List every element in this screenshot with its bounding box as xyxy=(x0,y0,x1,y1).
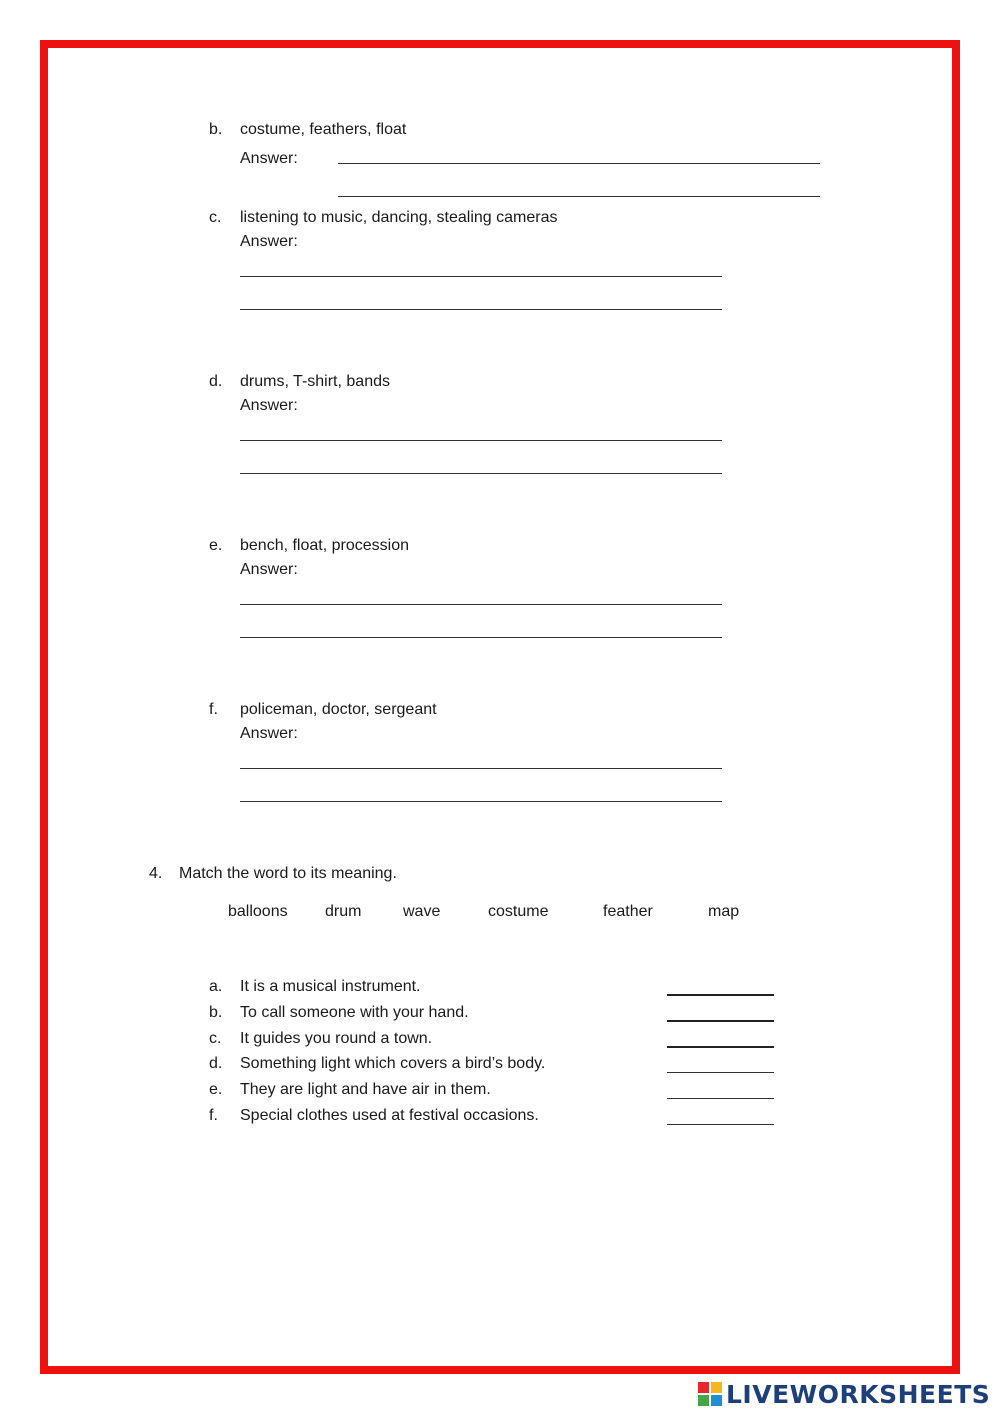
definition-f-answer-line[interactable] xyxy=(667,1124,774,1125)
definition-c-answer-line[interactable] xyxy=(667,1046,774,1048)
logo-tile xyxy=(711,1382,722,1393)
item-f-answer-label: Answer: xyxy=(240,725,298,742)
item-e-answer-line-2[interactable] xyxy=(240,637,722,638)
word-bank-item: costume xyxy=(488,903,549,920)
item-b-words: costume, feathers, float xyxy=(240,121,407,138)
definition-f-letter: f. xyxy=(209,1107,218,1124)
definition-b-answer-line[interactable] xyxy=(667,1020,774,1022)
item-e-answer-line-1[interactable] xyxy=(240,604,722,605)
item-d-answer-line-2[interactable] xyxy=(240,473,722,474)
definition-d-letter: d. xyxy=(209,1055,223,1072)
definition-e-text: They are light and have air in them. xyxy=(240,1081,491,1098)
item-d-words: drums, T-shirt, bands xyxy=(240,373,390,390)
liveworksheets-logo xyxy=(698,1379,990,1409)
item-f-words: policeman, doctor, sergeant xyxy=(240,701,437,718)
item-c-answer-label: Answer: xyxy=(240,233,298,250)
item-b-answer-line-1[interactable] xyxy=(338,163,820,164)
logo-tile xyxy=(711,1395,722,1406)
section-4-number: 4. xyxy=(149,865,163,882)
logo-tile xyxy=(698,1382,709,1393)
definition-b-letter: b. xyxy=(209,1004,223,1021)
definition-a-answer-line[interactable] xyxy=(667,994,774,996)
word-bank-item: map xyxy=(708,903,740,920)
item-c-letter: c. xyxy=(209,209,222,226)
definition-e-letter: e. xyxy=(209,1081,223,1098)
definition-a-text: It is a musical instrument. xyxy=(240,978,421,995)
definition-c-text: It guides you round a town. xyxy=(240,1030,433,1047)
item-e-words: bench, float, procession xyxy=(240,537,409,554)
item-c-answer-line-1[interactable] xyxy=(240,276,722,277)
word-bank-item: balloons xyxy=(228,903,288,920)
definition-d-answer-line[interactable] xyxy=(667,1072,774,1073)
definition-d-text: Something light which covers a bird’s body. xyxy=(240,1055,546,1072)
item-d-letter: d. xyxy=(209,373,223,390)
item-f-answer-line-1[interactable] xyxy=(240,768,722,769)
item-c-answer-line-2[interactable] xyxy=(240,309,722,310)
item-f-letter: f. xyxy=(209,701,218,718)
item-d-answer-line-1[interactable] xyxy=(240,440,722,441)
item-b-answer-line-2[interactable] xyxy=(338,196,820,197)
item-d-answer-label: Answer: xyxy=(240,397,298,414)
worksheet-border xyxy=(40,40,960,1374)
item-b-letter: b. xyxy=(209,121,223,138)
item-f-answer-line-2[interactable] xyxy=(240,801,722,802)
liveworksheets-wordmark: LIVEWORKSHEETS xyxy=(726,1379,991,1409)
word-bank-item: wave xyxy=(403,903,441,920)
definition-e-answer-line[interactable] xyxy=(667,1098,774,1099)
liveworksheets-logo-icon xyxy=(698,1382,722,1406)
definition-c-letter: c. xyxy=(209,1030,222,1047)
section-4-instruction: Match the word to its meaning. xyxy=(179,865,397,882)
item-e-letter: e. xyxy=(209,537,223,554)
item-c-words: listening to music, dancing, stealing cameras xyxy=(240,209,558,226)
definition-a-letter: a. xyxy=(209,978,223,995)
word-bank-item: drum xyxy=(325,903,362,920)
definition-f-text: Special clothes used at festival occasions. xyxy=(240,1107,539,1124)
item-b-answer-label: Answer: xyxy=(240,150,298,167)
logo-tile xyxy=(698,1395,709,1406)
item-e-answer-label: Answer: xyxy=(240,561,298,578)
definition-b-text: To call someone with your hand. xyxy=(240,1004,469,1021)
word-bank-item: feather xyxy=(603,903,653,920)
